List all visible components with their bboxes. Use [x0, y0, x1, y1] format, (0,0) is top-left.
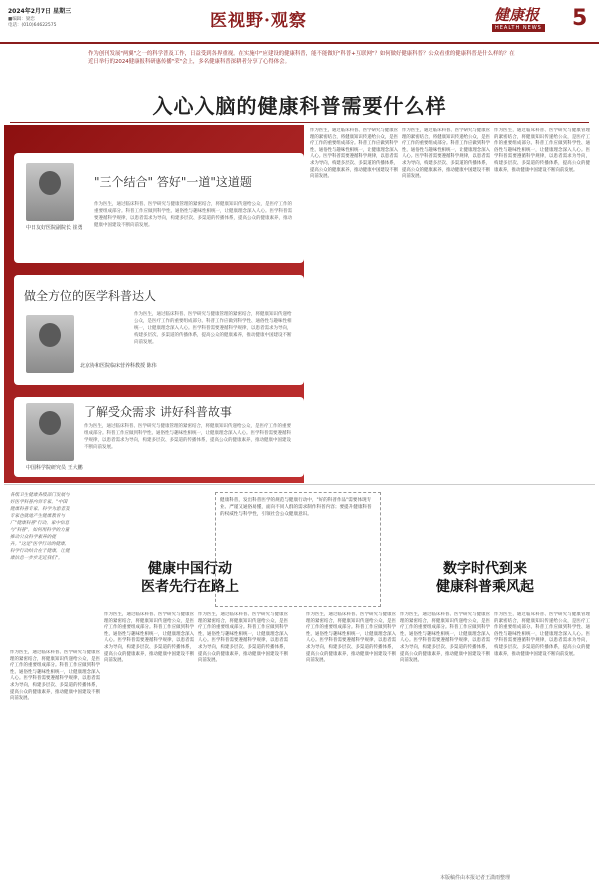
article-column: 作为医生，通过临床科普、医学研究与健康管理的紧密结合，将健康知识传递给公众，是医疗工作的重要组成部分。科普工作应做到科学性、通俗性与趣味性相统一，让健康理念深入人心。医学科普需要遵循科学规律，以患者需求为导向，构建多层次、多渠道的传播体系，提高公众的健康素养，推动健康中国建设不断向前发展。: [306, 612, 396, 664]
issue-date: 2024年2月7日 星期三: [8, 8, 72, 15]
speaker-caption: 中国科学院研究员 王大鹏: [26, 465, 83, 471]
feature-graphic: [4, 125, 304, 483]
paper-logo: 健康报: [494, 6, 540, 24]
panel-text: 作为医生，通过临床科普、医学研究与健康管理的紧密结合，将健康知识传递给公众，是医疗工作的重要组成部分。科普工作应做到科学性、通俗性与趣味性相统一，让健康理念深入人心。医学科普需要遵循科学规律，以患者需求为导向，构建多层次、多渠道的传播体系，提高公众的健康素养，推动健康中国建设不断向前发展。: [84, 424, 291, 450]
speaker-caption: 中日友好医院副院长 崔勇: [26, 225, 83, 231]
speaker-photo: [26, 403, 74, 461]
speaker-photo: [26, 163, 74, 221]
headline-rule: [10, 122, 589, 123]
lower-right-title: 数字时代到来 健康科普乘风起: [436, 561, 534, 595]
article-column: 作为医生，通过临床科普、医学研究与健康管理的紧密结合，将健康知识传递给公众，是医疗工作的重要组成部分。科普工作应做到科学性、通俗性与趣味性相统一，让健康理念深入人心。医学科普需要遵循科学规律，以患者需求为导向，构建多层次、多渠道的传播体系，提高公众的健康素养，推动健康中国建设不断向前发展。: [402, 128, 490, 180]
section-title: 医视野·观察: [210, 11, 307, 31]
page-header: [0, 0, 599, 44]
editor-line: ■编辑：梁恋 电话：(010)64622575: [8, 17, 57, 28]
article-column: 作为医生，通过临床科普、医学研究与健康管理的紧密结合，将健康知识传递给公众，是医疗工作的重要组成部分。科普工作应做到科学性、通俗性与趣味性相统一，让健康理念深入人心。医学科普需要遵循科学规律，以患者需求为导向，构建多层次、多渠道的传播体系，提高公众的健康素养，推动健康中国建设不断向前发展。: [310, 128, 398, 180]
pull-quote: 各级卫生健康各级部门发展与好医学科普内容专家，"中国健康科普专家，科学为患者及专家也就地产生健康教育与广"健康科普"行动，家中信息与"科普"，如何用科学的力量推动公众科学素养的提升。"这是"医学行动的健康、科学行动结合在于健康，让健康信息一步步走近我们"。: [10, 493, 70, 561]
lead-paragraph: 作为创刊发展"两翼"之一的科学普及工作，日益受到各界重视。在实施中"应建设的健康科普，能不能做好"科普+互联网"？如何做好健康科普？公众看重的健康科普是什么样的？在近日举行的2024健康报科研惠传播"荣"会上，多名健康科普深耕者分享了心得体会。: [88, 51, 515, 65]
article-column: 作为医生，通过临床科普、医学研究与健康管理的紧密结合，将健康知识传递给公众，是医疗工作的重要组成部分。科普工作应做到科学性、通俗性与趣味性相统一，让健康理念深入人心。医学科普需要遵循科学规律，以患者需求为导向，构建多层次、多渠道的传播体系，提高公众的健康素养，推动健康中国建设不断向前发展。: [198, 612, 288, 664]
section-divider: [4, 484, 595, 485]
page-number: 5: [572, 6, 588, 31]
panel-text: 作为医生，通过临床科普、医学研究与健康管理的紧密结合，将健康知识传递给公众，是医疗工作的重要组成部分。科普工作应做到科学性、通俗性与趣味性相统一，让健康理念深入人心。医学科普需要遵循科学规律，以患者需求为导向，构建多层次、多渠道的传播体系，提高公众的健康素养，推动健康中国建设不断向前发展。: [94, 202, 292, 228]
panel-title: 做全方位的医学科普达人: [24, 289, 157, 303]
lower-left-title: 健康中国行动 医者先行在路上: [141, 561, 239, 595]
panel-title: 了解受众需求 讲好科普故事: [84, 405, 232, 419]
footer-credit: 本版稿件由本报记者王潇雨整理: [440, 875, 511, 881]
panel-text: 作为医生，通过临床科普、医学研究与健康管理的紧密结合，将健康知识传递给公众，是医疗工作的重要组成部分。科普工作应做到科学性、通俗性与趣味性相统一，让健康理念深入人心。医学科普需要遵循科学规律，以患者需求为导向，构建多层次、多渠道的传播体系，提高公众的健康素养，推动健康中国建设不断向前发展。: [134, 312, 292, 345]
speaker-photo: [26, 315, 74, 373]
headline: 入心入脑的健康科普需要什么样: [152, 94, 447, 118]
article-column: 作为医生，通过临床科普、医学研究与健康管理的紧密结合，将健康知识传递给公众，是医疗工作的重要组成部分。科普工作应做到科学性、通俗性与趣味性相统一，让健康理念深入人心。医学科普需要遵循科学规律，以患者需求为导向，构建多层次、多渠道的传播体系，提高公众的健康素养，推动健康中国建设不断向前发展。: [400, 612, 490, 664]
speaker-panel-1: [14, 153, 304, 263]
article-column: 作为医生，通过临床科普、医学研究与健康管理的紧密结合，将健康知识传递给公众，是医疗工作的重要组成部分。科普工作应做到科学性、通俗性与趣味性相统一，让健康理念深入人心。医学科普需要遵循科学规律，以患者需求为导向，构建多层次、多渠道的传播体系，提高公众的健康素养，推动健康中国建设不断向前发展。: [10, 650, 100, 702]
article-column: 作为医生，通过临床科普、医学研究与健康管理的紧密结合，将健康知识传递给公众，是医疗工作的重要组成部分。科普工作应做到科学性、通俗性与趣味性相统一，让健康理念深入人心。医学科普需要遵循科学规律，以患者需求为导向，构建多层次、多渠道的传播体系，提高公众的健康素养，推动健康中国建设不断向前发展。: [494, 128, 590, 173]
paper-logo-en: HEALTH NEWS: [492, 24, 545, 32]
highlight-box: 健康科普，发出科普医学的规范与健康行动中，"好的科普作品"需要体现专业、严谨又通俗易懂，面向不同人群的需求制作科普内容；要提升健康科普的权威性与科学性，引领社会公众健康意识。: [215, 492, 381, 607]
article-column: 作为医生，通过临床科普、医学研究与健康管理的紧密结合，将健康知识传递给公众，是医疗工作的重要组成部分。科普工作应做到科学性、通俗性与趣味性相统一，让健康理念深入人心。医学科普需要遵循科学规律，以患者需求为导向，构建多层次、多渠道的传播体系，提高公众的健康素养，推动健康中国建设不断向前发展。: [104, 612, 194, 664]
speaker-panel-3: [14, 397, 304, 477]
speaker-panel-2: [14, 275, 304, 385]
panel-title: "三个结合" 答好"一道"这道题: [94, 175, 252, 189]
speaker-caption: 北京协和医院临床营养科教授 陈伟: [80, 363, 157, 369]
article-column: 作为医生，通过临床科普、医学研究与健康管理的紧密结合，将健康知识传递给公众，是医疗工作的重要组成部分。科普工作应做到科学性、通俗性与趣味性相统一，让健康理念深入人心。医学科普需要遵循科学规律，以患者需求为导向，构建多层次、多渠道的传播体系，提高公众的健康素养，推动健康中国建设不断向前发展。: [494, 612, 590, 657]
